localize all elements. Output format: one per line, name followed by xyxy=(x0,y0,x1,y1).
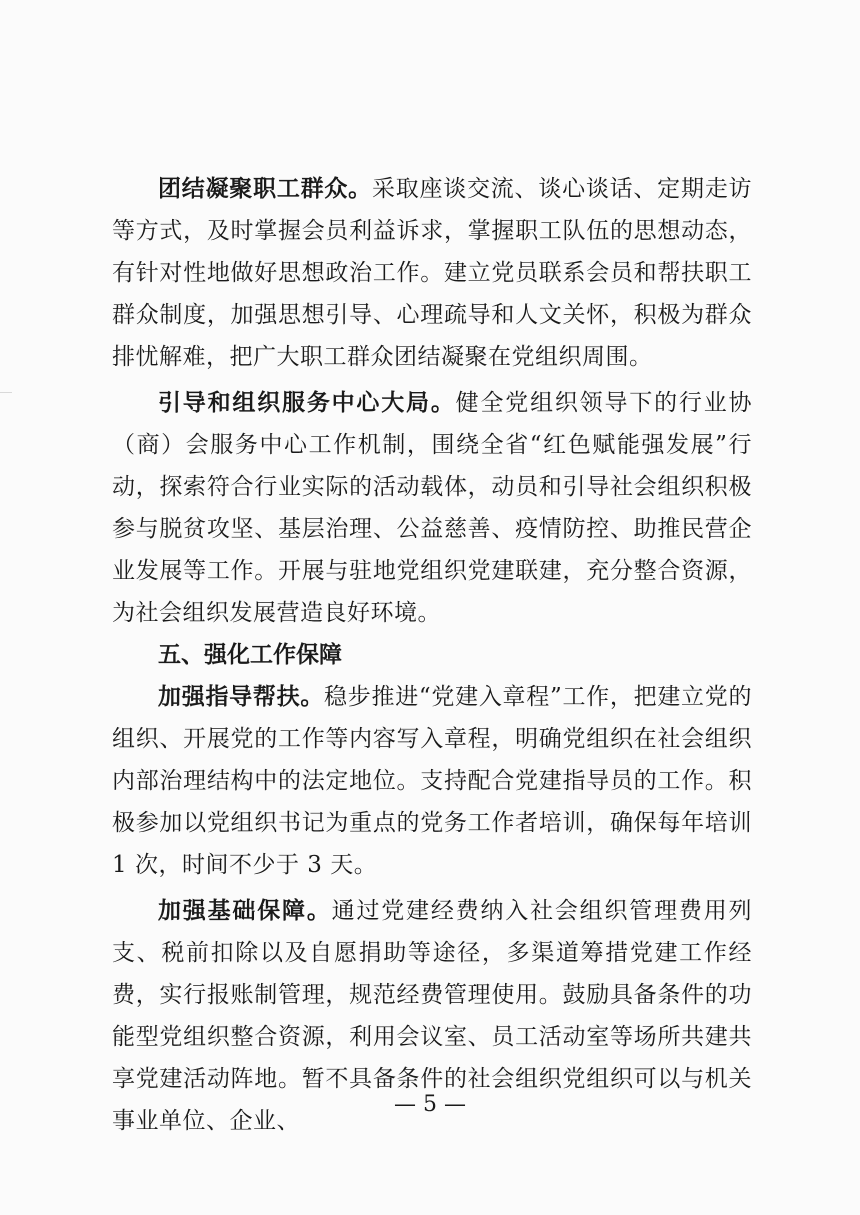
paragraph-lead: 加强指导帮扶。 xyxy=(158,683,325,710)
section-heading: 五、强化工作保障 xyxy=(158,642,342,668)
paragraph-text: 稳步推进“党建入章程”工作，把建立党的组织、开展党的工作等内容写入章程，明确党组织在社会组织内部治理结构中的法定地位。支持配合党建指导员的工作。积极参加以党组织书记为重点的党务工作者培训，确保每年培训 1 次，时间不少于 3 天。 xyxy=(112,684,752,878)
paragraph-text: 采取座谈交流、谈心谈话、定期走访等方式，及时掌握会员利益诉求，掌握职工队伍的思想动态，有针对性地做好思想政治工作。建立党员联系会员和帮扶职工群众制度，加强思想引导、心理疏导和人文关怀，积极为群众排忧解难，把广大职工群众团结凝聚在党组织周围。 xyxy=(112,176,753,370)
paragraph-serve-center xyxy=(112,382,752,634)
paragraph-lead: 团结凝聚职工群众。 xyxy=(158,175,372,202)
paragraph-lead: 加强基础保障。 xyxy=(158,897,332,924)
document-body xyxy=(112,168,752,1142)
paragraph-text: 健全党组织领导下的行业协（商）会服务中心工作机制，围绕全省“红色赋能强发展”行动，探索符合行业实际的活动载体，动员和引导社会组织积极参与脱贫攻坚、基层治理、公益慈善、疫情防控、助推民营企业发展等工作。开展与驻地党组织党建联建，充分整合资源，为社会组织发展营造良好环境。 xyxy=(112,390,753,626)
page-number: — 5 — xyxy=(394,1092,466,1117)
paragraph-guidance-support xyxy=(112,676,752,886)
paragraph-text: 通过党建经费纳入社会组织管理费用列支、税前扣除以及自愿捐助等途径，多渠道筹措党建工作经费，实行报账制管理，规范经费管理使用。鼓励具备条件的功能型党组织整合资源，利用会议室、员工活动室等场所共建共享党建活动阵地。暂不具备条件的社会组织党组织可以与机关事业单位、企业、 xyxy=(112,898,753,1134)
paragraph-lead: 引导和组织服务中心大局。 xyxy=(158,389,456,416)
paragraph-unite-workers xyxy=(112,168,752,378)
scan-edge-mark xyxy=(0,392,12,393)
